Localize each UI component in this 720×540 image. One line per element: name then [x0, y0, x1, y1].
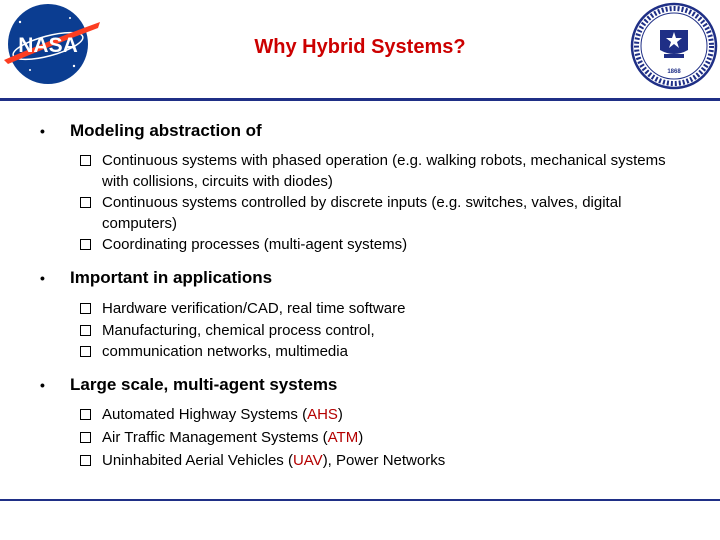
list-item-text: Manufacturing, chemical process control,: [102, 322, 375, 339]
nasa-logo-text: NASA: [18, 34, 78, 57]
list-item: [80, 404, 680, 425]
list-item-text: Coordinating processes (multi-agent systems): [102, 236, 408, 253]
list-item-text: communication networks, multimedia: [102, 343, 348, 360]
bullet-icon: •: [40, 270, 45, 286]
list-item-text: Uninhabited Aerial Vehicles (UAV), Power Networks: [102, 452, 446, 469]
square-bullet-icon: [80, 409, 91, 420]
list-item-text: Hardware verification/CAD, real time software: [102, 300, 406, 317]
bullet-icon: •: [40, 377, 45, 393]
list-item-text: Continuous systems with phased operation (e.g. walking robots, mechanical systems with collisions, circuits with diodes): [102, 152, 666, 190]
list-item: [80, 341, 680, 362]
list-item: [80, 320, 680, 341]
title-divider: [0, 98, 720, 101]
footer-divider: [0, 499, 720, 501]
section-heading-text: Modeling abstraction of: [70, 121, 262, 140]
list-item: [80, 192, 680, 234]
square-bullet-icon: [80, 155, 91, 166]
list-item: [80, 150, 680, 192]
list-item: [80, 450, 680, 471]
square-bullet-icon: [80, 197, 91, 208]
list-item-text: Continuous systems controlled by discrete inputs (e.g. switches, valves, digital computers): [102, 194, 622, 232]
acronym-highlight: UAV: [292, 452, 323, 469]
acronym-highlight: ATM: [327, 429, 359, 446]
bullet-icon: •: [40, 123, 45, 139]
list-item: [80, 298, 680, 319]
square-bullet-icon: [80, 432, 91, 443]
list-item: [80, 427, 680, 448]
square-bullet-icon: [80, 239, 91, 250]
page-title: Why Hybrid Systems?: [254, 36, 466, 58]
list-item-text: Air Traffic Management Systems (ATM): [102, 429, 364, 446]
square-bullet-icon: [80, 346, 91, 357]
square-bullet-icon: [80, 325, 91, 336]
seal-year-text: 1868: [667, 69, 681, 75]
square-bullet-icon: [80, 455, 91, 466]
square-bullet-icon: [80, 303, 91, 314]
list-item: [80, 234, 680, 255]
section-heading-text: Large scale, multi-agent systems: [70, 375, 338, 394]
list-item-text: Automated Highway Systems (AHS): [102, 406, 343, 423]
section-heading-text: Important in applications: [70, 268, 273, 287]
acronym-highlight: AHS: [307, 406, 338, 423]
